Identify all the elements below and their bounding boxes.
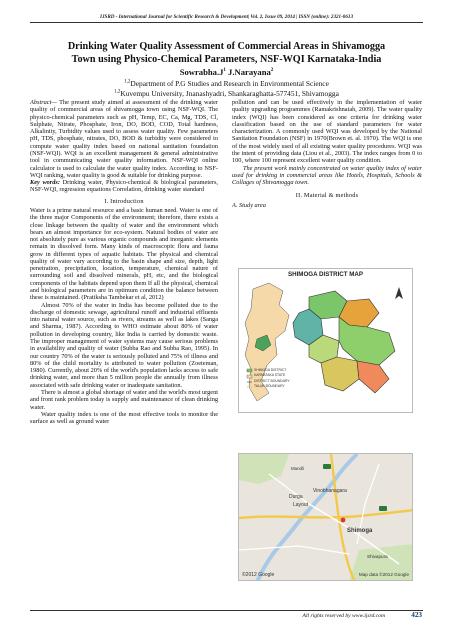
legend-swatch-district — [247, 369, 252, 372]
title-line-1: Drinking Water Quality Assessment of Commercial Areas in Shivamogga — [67, 41, 386, 52]
paper-title — [28, 41, 425, 66]
map-label-vinobhanagara: Vinobhanagara — [313, 488, 347, 494]
legend-item: SHIMOGA DISTRICT — [254, 368, 287, 372]
district-map-figure — [238, 268, 413, 413]
legend-item: KARNATAKA STATE — [254, 373, 286, 378]
left-column — [30, 99, 218, 425]
abstract-label: Abstract— — [30, 99, 57, 106]
district-map-legend — [254, 368, 290, 390]
taluk-bhadravathi — [357, 361, 389, 393]
intro-paragraph-2: Almost 70% of the water in India has become polluted due to the discharge of domestic sewage, agricultural runoff and industrial effluents into natural water source, such as rivers, streams as well as lakes (Sanga and Sharma, 1987). According to WHO estimate about 80% of water pollution in developing country, like India is carried by domestic waste. The improper management of water systems may cause serious problems in availability and quality of water (Subba Rao and Subba Rao, 1995). In our country 70% of the water is seriously polluted and 75% of illness and 80% of the child mortality is attributed to water pollution (Zoeteman, 1980). Currently, about 20% of the world's population lacks access to safe drinking water, and more than 5 million people die annually from illness associated with safe drinking water or inadequate sanitation. — [30, 301, 218, 389]
town-map-figure — [238, 453, 413, 581]
section-heading-introduction: I. Introduction — [104, 197, 144, 205]
author-2-sup: 2 — [270, 68, 274, 74]
legend-item: DISTRICT BOUNDARY — [254, 378, 290, 383]
right-paragraph-1: pollution and can be used effectively in the implementation of water quality upgrading programmes (Ramakrishnaiah, 2009). The water quality index (WQI) has been considered as one criteria for drinking water classification based on the use of standard parameters for water characterization. A commonly used WQI was developed by the National Sanitation Foundation (NSF) in 1970(Brown et. al. 1970). The WQI is one of the most widely used of all existing water quality procedures. WQI was the intent of providing data (Liou et al., 2003). The index ranges from 0 to 100, where 100 represent excellent water quality condition. — [232, 99, 422, 165]
author-2: J.Narayana — [225, 67, 271, 77]
map-copyright-right: Map data ©2012 Google — [358, 572, 409, 577]
affiliation-2-text: Kuvempu University, Jnanashyadri, Shankaraghatta-577451, Shivamogga — [120, 89, 339, 98]
affiliation-1-text: Department of P.G Studies and Research in Environmental Science — [130, 79, 329, 88]
district-map-title: SHIMOGA DISTRICT MAP — [287, 271, 364, 278]
taluk-thirthahalli — [321, 357, 359, 391]
town-map-svg — [239, 454, 413, 581]
map-label-durga: Durga — [289, 494, 303, 500]
section-heading-methods: II. Material & methods — [295, 192, 359, 200]
header-rule — [30, 22, 423, 23]
legend-swatch-state — [247, 375, 252, 378]
title-line-2: Town using Physico-Chemical Parameters, NSF-WQI Karnataka-India — [71, 53, 382, 65]
location-marker-icon — [341, 518, 346, 523]
highway-shield-icon — [323, 464, 331, 469]
footer-text: All rights reserved by www.ijsrd.com — [302, 613, 385, 619]
legend-item: TALUK BOUNDARY — [254, 384, 285, 389]
district-map-svg — [239, 269, 414, 414]
footer-rule — [30, 610, 423, 611]
affiliation-2-sup: 1,2 — [114, 89, 121, 95]
abstract-text: The present study aimed at assessment of the drinking water quality of commercial areas of shivamogga town using NSF-WQI. The physico-chemical parameters such as pH, Temp, EC, Ca, Mg, TDS, Cl, Sulphate, Nitrate, Phosphate, Iron, DO, BOD, COD, Total hardness, Alkalinity, Turbidity values used to assess water quality. Few parameters pH, TDS, phosphate, nitrates, DO, BOD & turbidity were considered to compute water quality index based on national sanitation foundation (NSF-WQI). WQI is an excellent management & general administrative tool in communicating water quality information. NSF-WQI online calculator is used to calculate the water quality index. According to NSF-WQI ranking, water quality is good & suitable for drinking purpose. — [30, 99, 218, 179]
right-paragraph-2: The present work mainly concentrated on water quality index of water used for drinking in commercial areas like Hotels, Hospitals, Schools & Collages of Shivamogga town. — [232, 164, 422, 187]
author-1-sup: 1 — [223, 68, 226, 74]
map-label-layout: Layout — [293, 502, 309, 508]
intro-paragraph-4: Water quality index is one of the most effective tools to monitor the surface as well as ground water — [30, 410, 218, 426]
map-label-mandli: Mandli — [291, 466, 304, 471]
intro-paragraph-1: Water is a prime natural resource and a basic human need. Water is one of the three major Components of the environment; therefore, there exists a close linkage between the quality of water and the environment which bears an almost importance for eco-system. Natural bodies of water are not absolutely pure as various organic compounds and inorganic elements remain in dissolved form. Many kinds of macroscopic flora and fauna grow in different types of aquatic habitats. The physical and chemical quality of water vary according to the basin shape and size, depth, light penetration, precipitation, location, temperature, chemical nature of surrounding soil and dissolved minerals, pH, etc, and the biological components of the habitats depend upon them If all the physical, chemical and biological parameters are in optimum condition the balance between these is maintained. (Pratiksha Tambekar et al, 2012) — [30, 206, 218, 302]
map-label-shivapura: Shivapura — [367, 554, 388, 559]
page-number: 423 — [411, 611, 422, 619]
affiliation-1 — [28, 79, 425, 88]
journal-header: IJSRD - International Journal for Scientific Research & Development| Vol. 2, Issue 09, 2014 | ISSN (online): 2321-0613 — [100, 14, 353, 20]
right-column — [232, 99, 422, 212]
affiliation-1-sup: 1,2 — [124, 79, 131, 85]
keywords — [30, 179, 218, 194]
authors — [28, 67, 425, 77]
subsection-heading-study-area: A. Study area — [232, 201, 266, 209]
abstract — [30, 99, 218, 179]
intro-paragraph-3: There is almost a global shortage of water and the world's most urgent and front rank problem today is supply and maintenance of clean drinking water. — [30, 388, 218, 411]
highway-shield-icon — [379, 506, 387, 511]
affiliation-2 — [28, 89, 425, 98]
keywords-label: Key words: — [30, 179, 60, 187]
north-arrow-icon — [395, 287, 403, 299]
author-1: Sowrabha.J — [179, 67, 224, 77]
keywords-text: Drinking water, Physico-chemical & biological parameters, NSF-WQI, regression equations Correlation, drinking water standard — [30, 179, 219, 194]
map-copyright-left: ©2012 Google — [242, 572, 275, 578]
map-label-shimoga: Shimoga — [347, 528, 373, 534]
